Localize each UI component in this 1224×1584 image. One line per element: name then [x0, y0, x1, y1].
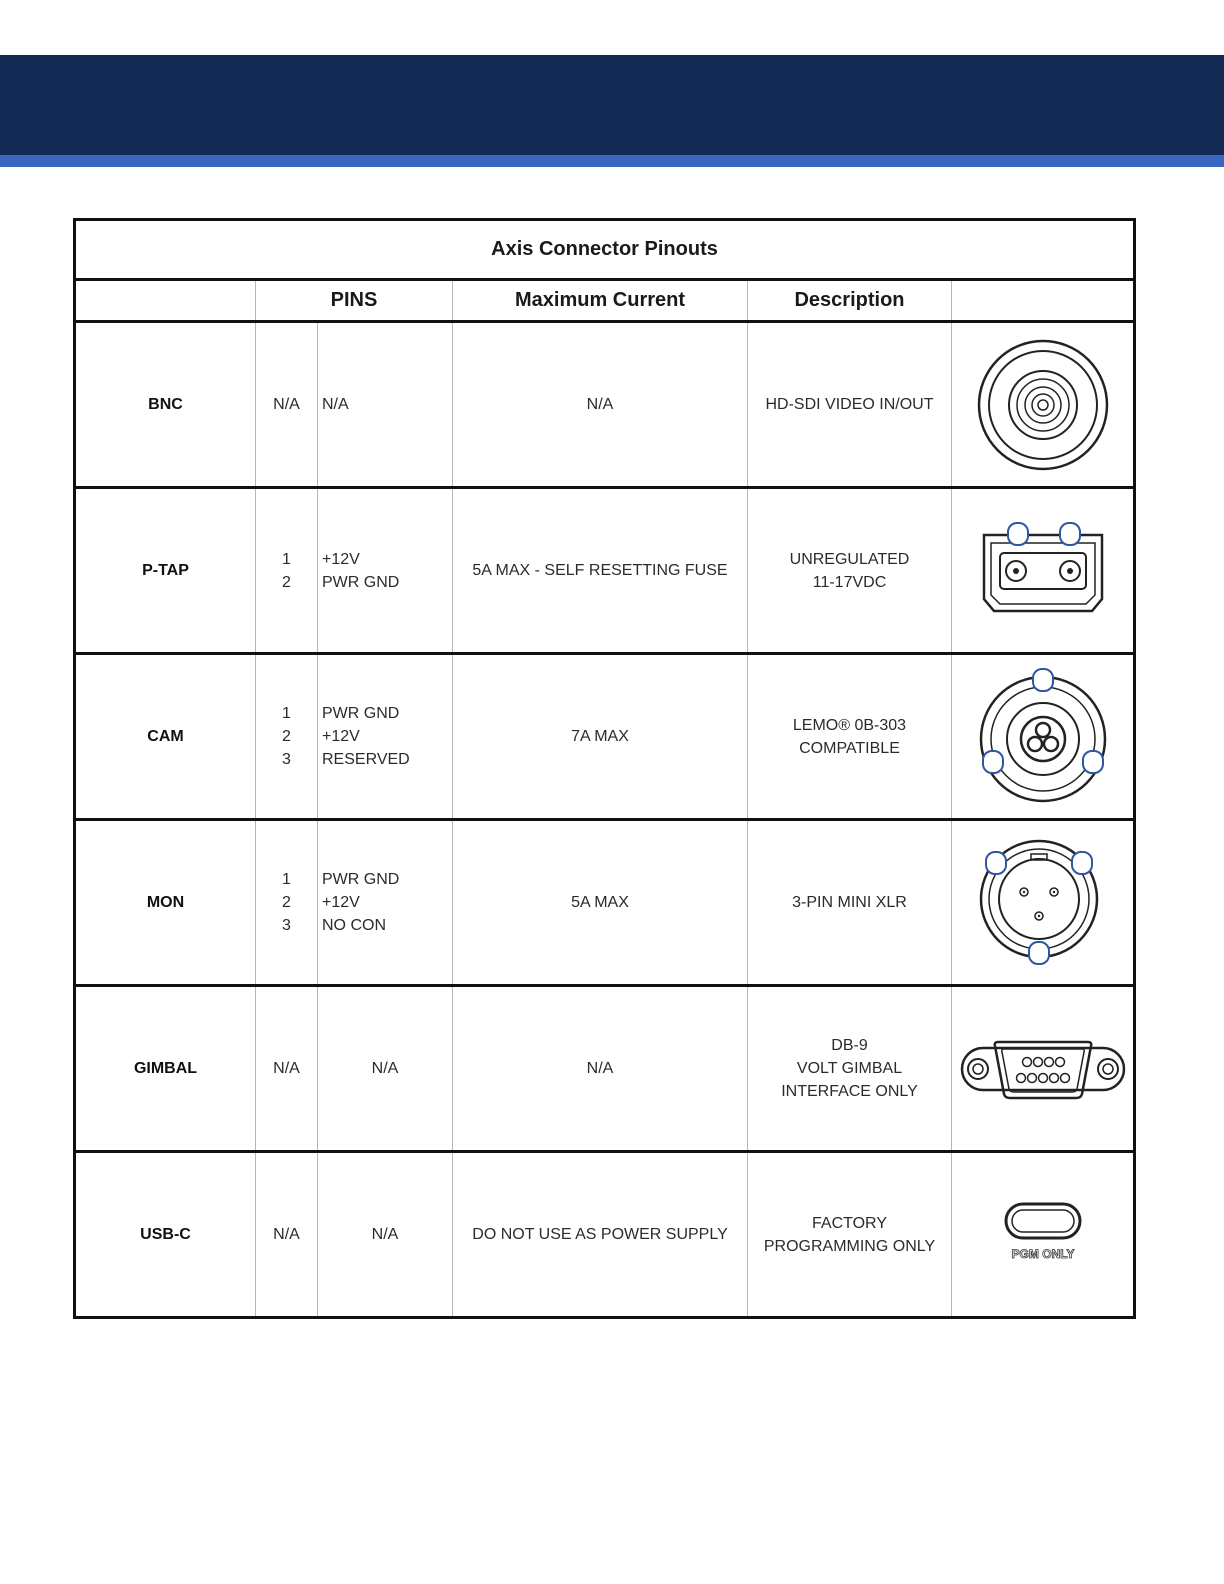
description-line: 11-17VDC	[812, 573, 887, 591]
table-row-p-tap	[75, 488, 1135, 654]
pin-number: 2	[282, 573, 291, 591]
header-description: Description	[748, 280, 952, 322]
table-row-usb-c	[75, 1152, 1135, 1318]
usb-c-connector-icon	[998, 1200, 1088, 1270]
max-current: 5A MAX	[453, 820, 748, 986]
table-row-bnc	[75, 322, 1135, 488]
connector-image-cell	[952, 322, 1135, 488]
pin-functions	[318, 1152, 453, 1318]
description-line: INTERFACE ONLY	[781, 1083, 918, 1100]
max-current: 7A MAX	[453, 654, 748, 820]
table-header-row	[75, 280, 1135, 322]
pin-numbers	[256, 322, 318, 488]
connector-image-cell	[952, 820, 1135, 986]
connector-image-cell	[952, 1152, 1135, 1318]
description-line: COMPATIBLE	[799, 739, 900, 757]
pin-number: 2	[282, 728, 291, 745]
connector-name: BNC	[75, 322, 256, 488]
connector-image-cell	[952, 654, 1135, 820]
description-line: UNREGULATED	[789, 550, 910, 568]
description-line: HD-SDI VIDEO IN/OUT	[765, 396, 934, 413]
description-line: LEMO® 0B-303	[792, 716, 907, 734]
pin-functions	[318, 820, 453, 986]
pin-numbers	[256, 654, 318, 820]
pin-number: N/A	[273, 396, 300, 413]
pgm-only-label: PGM ONLY	[1011, 1246, 1074, 1261]
pin-functions	[318, 986, 453, 1152]
header-banner	[0, 55, 1224, 155]
connector-name: USB-C	[75, 1152, 256, 1318]
pin-number: N/A	[273, 1226, 300, 1243]
description	[748, 986, 952, 1152]
max-current: N/A	[453, 986, 748, 1152]
pin-function: N/A	[322, 396, 349, 413]
pin-function: +12V	[322, 894, 360, 911]
pin-function: N/A	[371, 1226, 399, 1243]
pin-number: 3	[282, 917, 291, 934]
header-name	[75, 280, 256, 322]
pin-functions	[318, 654, 453, 820]
description	[748, 322, 952, 488]
bnc-connector-icon	[976, 338, 1110, 472]
pin-numbers	[256, 986, 318, 1152]
description	[748, 488, 952, 654]
description-line: FACTORY	[812, 1214, 887, 1232]
p-tap-connector-icon	[976, 521, 1110, 621]
lemo-connector-icon	[973, 667, 1113, 807]
header-pins: PINS	[256, 280, 453, 322]
header-image	[952, 280, 1135, 322]
header-accent-stripe	[0, 155, 1224, 167]
pin-number: 1	[282, 705, 291, 722]
connector-image-cell	[952, 986, 1135, 1152]
max-current: 5A MAX - SELF RESETTING FUSE	[453, 488, 748, 654]
max-current: N/A	[453, 322, 748, 488]
pin-function: N/A	[371, 1060, 399, 1077]
pin-number: 1	[282, 871, 291, 888]
pin-function: +12V	[322, 728, 360, 745]
connector-image-cell	[952, 488, 1135, 654]
description	[748, 654, 952, 820]
description-line: 3-PIN MINI XLR	[792, 894, 907, 911]
pin-numbers	[256, 1152, 318, 1318]
pin-functions	[318, 488, 453, 654]
description-line: VOLT GIMBAL	[796, 1060, 903, 1077]
pin-function: PWR GND	[322, 871, 400, 888]
pin-function: PWR GND	[322, 573, 400, 591]
pin-function: PWR GND	[322, 705, 400, 722]
table-row-gimbal	[75, 986, 1135, 1152]
db9-connector-icon	[960, 1034, 1126, 1104]
pin-number: N/A	[273, 1060, 300, 1077]
description	[748, 1152, 952, 1318]
pin-function: RESERVED	[322, 751, 410, 768]
mini-xlr-connector-icon	[976, 836, 1110, 970]
pin-number: 1	[282, 550, 291, 568]
connector-name: MON	[75, 820, 256, 986]
pin-numbers	[256, 488, 318, 654]
description-line: DB-9	[831, 1037, 868, 1054]
pin-numbers	[256, 820, 318, 986]
max-current: DO NOT USE AS POWER SUPPLY	[453, 1152, 748, 1318]
description	[748, 820, 952, 986]
description-line: PROGRAMMING ONLY	[763, 1237, 936, 1255]
pin-function: +12V	[322, 550, 360, 568]
pin-number: 3	[282, 751, 291, 768]
connector-pinouts-table	[73, 218, 1136, 1319]
table-row-cam	[75, 654, 1135, 820]
pin-functions	[318, 322, 453, 488]
connector-name: CAM	[75, 654, 256, 820]
pin-number: 2	[282, 894, 291, 911]
connector-name: P-TAP	[75, 488, 256, 654]
header-max-current: Maximum Current	[453, 280, 748, 322]
table-title: Axis Connector Pinouts	[75, 220, 1135, 280]
connector-name: GIMBAL	[75, 986, 256, 1152]
table-row-mon	[75, 820, 1135, 986]
pin-function: NO CON	[322, 917, 386, 934]
